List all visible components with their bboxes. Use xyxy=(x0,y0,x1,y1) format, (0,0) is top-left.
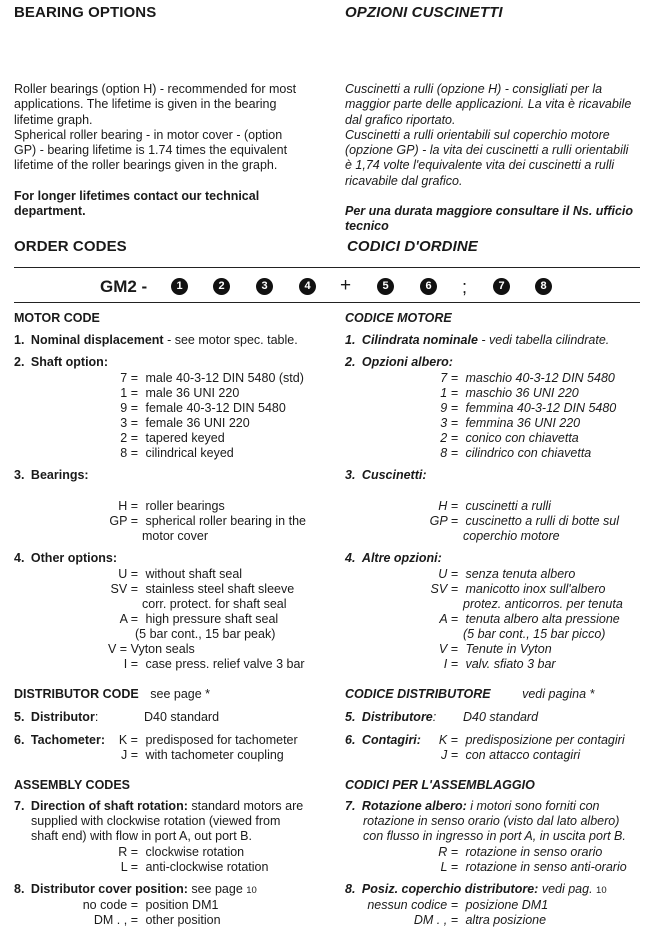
item-number: 4. xyxy=(345,551,356,565)
code-circle-2: 2 xyxy=(213,278,230,295)
text-line: Cuscinetti a rulli orientabili sul coperchio motore xyxy=(345,127,610,142)
other-option-sv xyxy=(100,582,294,597)
code-plus: + xyxy=(340,275,352,296)
item-label: Nominal displacement xyxy=(30,333,164,347)
option-value: manicotto inox sull'albero xyxy=(465,582,606,596)
shaft-option-9 xyxy=(116,401,286,416)
item-label: Bearings: xyxy=(30,468,89,482)
option-key: 1 = xyxy=(440,386,458,400)
item-number: 5. xyxy=(14,710,25,724)
item-number: 7. xyxy=(345,799,356,813)
page-number: 10 xyxy=(596,885,607,896)
option-key: A = xyxy=(119,612,138,626)
item-3 xyxy=(14,468,89,483)
option-value: conico con chiavetta xyxy=(465,431,579,445)
option-key: 3 = xyxy=(120,416,138,430)
other-option-sv-cont: corr. protect. for shaft seal xyxy=(142,597,287,611)
option-value: other position xyxy=(145,913,221,927)
other-option-v xyxy=(420,642,552,657)
option-value: valv. sfiato 3 bar xyxy=(465,657,556,671)
order-code-line xyxy=(0,275,646,299)
item-label: Cuscinetti: xyxy=(361,468,427,482)
text-line: dal grafico riportato. xyxy=(345,112,456,127)
option-key: 7 = xyxy=(120,371,138,385)
item-text: i motori sono forniti con xyxy=(466,799,600,813)
codici-assemblaggio-heading: CODICI PER L'ASSEMBLAGGIO xyxy=(345,778,535,792)
cover-option-none xyxy=(60,898,218,913)
item-label: Distributore xyxy=(361,710,433,724)
option-key: I = xyxy=(443,657,458,671)
shaft-option-2 xyxy=(116,431,225,446)
option-value: femmina 36 UNI 220 xyxy=(465,416,581,430)
option-value: stainless steel shaft sleeve xyxy=(145,582,295,596)
option-key: L = xyxy=(120,860,138,874)
item-number: 3. xyxy=(345,468,356,482)
option-key: GP = xyxy=(429,514,458,528)
option-value: cuscinetto a rulli di botte sul xyxy=(465,514,620,528)
text-line: tecnico xyxy=(345,219,389,234)
order-codes-heading: ORDER CODES xyxy=(14,238,127,255)
item-6 xyxy=(14,733,105,748)
item-label: Direction of shaft rotation: xyxy=(30,799,188,813)
option-value: with tachometer coupling xyxy=(145,748,284,762)
option-key: L = xyxy=(440,860,458,874)
option-key: K = xyxy=(118,733,138,747)
text-line: department. xyxy=(14,204,86,219)
option-key: J = xyxy=(440,748,458,762)
shaft-option-3 xyxy=(116,416,250,431)
item-number: 2. xyxy=(14,355,25,369)
option-key: SV = xyxy=(430,582,458,596)
item-5 xyxy=(14,710,98,725)
option-value: high pressure shaft seal xyxy=(145,612,279,626)
item-4 xyxy=(345,551,442,566)
other-option-a xyxy=(100,612,278,627)
code-circle-7: 7 xyxy=(493,278,510,295)
code-circle-4: 4 xyxy=(299,278,316,295)
option-key: SV = xyxy=(110,582,138,596)
item-number: 8. xyxy=(14,882,25,896)
option-key: GP = xyxy=(109,514,138,528)
item-number: 4. xyxy=(14,551,25,565)
option-key: DM . , = xyxy=(413,913,458,927)
option-key: H = xyxy=(118,499,138,513)
item-text: vedi pag. xyxy=(538,882,597,896)
other-option-a-cont: (5 bar cont., 15 bar picco) xyxy=(463,627,606,641)
item-2 xyxy=(14,355,108,370)
option-key: no code = xyxy=(82,898,138,912)
bearing-option-gp xyxy=(420,514,619,529)
option-key: 8 = xyxy=(440,446,458,460)
distributor-code-heading xyxy=(14,687,210,702)
option-value: clockwise rotation xyxy=(145,845,245,859)
item-number: 8. xyxy=(345,882,356,896)
option-value: cilindrico con chiavetta xyxy=(465,446,592,460)
item-number: 2. xyxy=(345,355,356,369)
option-key: 8 = xyxy=(120,446,138,460)
section-note: see page * xyxy=(150,687,211,701)
tachometer-option-k xyxy=(108,733,298,748)
text-line: GP) - bearing lifetime is 1.74 times the equivalent xyxy=(14,143,288,158)
option-value: predisposizione per contagiri xyxy=(465,733,625,747)
option-value: cuscinetti a rulli xyxy=(465,499,551,513)
item-5 xyxy=(345,710,436,725)
item-label: Contagiri: xyxy=(361,733,421,747)
codici-ordine-heading: CODICI D'ORDINE xyxy=(347,238,478,255)
option-value: case press. relief valve 3 bar xyxy=(145,657,305,671)
section-note: vedi pagina * xyxy=(522,687,595,701)
other-option-u xyxy=(420,567,575,582)
shaft-option-9 xyxy=(436,401,616,416)
option-value: anti-clockwise rotation xyxy=(145,860,269,874)
item-text: - see motor spec. table. xyxy=(163,333,298,347)
item-label: Tachometer: xyxy=(30,733,106,747)
option-key: 2 = xyxy=(440,431,458,445)
option-value: position DM1 xyxy=(145,898,219,912)
item-number: 3. xyxy=(14,468,25,482)
option-value: rotazione in senso orario xyxy=(465,845,603,859)
option-value: predisposed for tachometer xyxy=(145,733,298,747)
text-line: Spherical roller bearing - in motor cover - (option xyxy=(14,127,283,142)
distributor-value: D40 standard xyxy=(463,710,539,724)
item-number: 1. xyxy=(345,333,356,347)
shaft-option-7 xyxy=(436,371,615,386)
text-line: maggior parte delle applicazioni. La vita è ricavabile xyxy=(345,97,632,112)
option-key: 9 = xyxy=(120,401,138,415)
option-value: maschio 40-3-12 DIN 5480 xyxy=(465,371,615,385)
bearing-option-h xyxy=(100,499,225,514)
item-7 xyxy=(14,799,303,814)
text-line: lifetime graph. xyxy=(14,112,93,127)
item-label: Other options: xyxy=(30,551,118,565)
other-option-sv-cont: protez. anticorros. per tenuta xyxy=(463,597,623,611)
section-title: CODICE DISTRIBUTORE xyxy=(345,687,491,701)
text-line: Per una durata maggiore consultare il Ns. ufficio xyxy=(345,204,634,219)
shaft-option-1 xyxy=(116,386,239,401)
item-2 xyxy=(345,355,453,370)
shaft-option-2 xyxy=(436,431,579,446)
text-line: lifetime of the roller bearings given in the graph. xyxy=(14,158,278,173)
rotation-option-r xyxy=(428,845,602,860)
option-value: tapered keyed xyxy=(145,431,225,445)
item-1 xyxy=(345,333,609,348)
code-circle-3: 3 xyxy=(256,278,273,295)
item-3 xyxy=(345,468,427,483)
option-key: 7 = xyxy=(440,371,458,385)
text-line: applications. The lifetime is given in the bearing xyxy=(14,97,277,112)
text-line: For longer lifetimes contact our technical xyxy=(14,188,260,203)
option-value: tenuta albero alta pressione xyxy=(465,612,620,626)
item-label: Distributor xyxy=(30,710,95,724)
other-option-sv xyxy=(420,582,605,597)
item-label: Rotazione albero: xyxy=(361,799,467,813)
codice-distributore-heading xyxy=(345,687,594,702)
item-colon: : xyxy=(94,710,99,724)
cover-option-dm xyxy=(358,913,546,928)
code-circle-6: 6 xyxy=(420,278,437,295)
tachometer-option-j xyxy=(428,748,580,763)
text-line: (opzione GP) - la vita dei cuscinetti a rulli orientabili xyxy=(345,143,629,158)
option-value: Tenute in Vyton xyxy=(465,642,552,656)
opzioni-cuscinetti-heading: OPZIONI CUSCINETTI xyxy=(345,4,503,21)
item-number: 7. xyxy=(14,799,25,813)
item-number: 6. xyxy=(14,733,25,747)
intro-english xyxy=(14,82,324,219)
option-value: spherical roller bearing in the xyxy=(145,514,306,528)
assembly-codes-heading: ASSEMBLY CODES xyxy=(14,778,131,792)
item-7 xyxy=(345,799,600,814)
other-option-v: V = Vyton seals xyxy=(108,642,195,656)
option-key: 3 = xyxy=(440,416,458,430)
item-number: 6. xyxy=(345,733,356,747)
item-7-line-2: supplied with clockwise rotation (viewed from xyxy=(31,814,281,828)
item-7-line-3: con flusso in ingresso in port A, in uscita port B. xyxy=(363,829,626,843)
option-key: K = xyxy=(438,733,458,747)
item-6 xyxy=(345,733,421,748)
option-value: rotazione in senso anti-orario xyxy=(465,860,627,874)
option-key: U = xyxy=(438,567,458,581)
item-4 xyxy=(14,551,117,566)
text-line: ricavabile dal grafico. xyxy=(345,173,463,188)
option-value: con attacco contagiri xyxy=(465,748,581,762)
item-label: Cilindrata nominale xyxy=(361,333,478,347)
option-key: H = xyxy=(438,499,458,513)
codice-motore-heading: CODICE MOTORE xyxy=(345,311,452,325)
rotation-option-l xyxy=(428,860,627,875)
option-value: female 36 UNI 220 xyxy=(145,416,250,430)
option-key: A = xyxy=(439,612,458,626)
other-option-a xyxy=(420,612,620,627)
item-label: Opzioni albero: xyxy=(361,355,453,369)
tachometer-option-j xyxy=(108,748,284,763)
option-value: without shaft seal xyxy=(145,567,243,581)
item-8 xyxy=(345,882,607,898)
item-label: Shaft option: xyxy=(30,355,108,369)
item-number: 5. xyxy=(345,710,356,724)
item-1 xyxy=(14,333,298,348)
option-value: femmina 40-3-12 DIN 5480 xyxy=(465,401,617,415)
cover-option-dm xyxy=(60,913,221,928)
text-line: è 1,74 volte l'equivalente vita dei cuscinetti a rulli xyxy=(345,158,615,173)
shaft-option-7 xyxy=(116,371,304,386)
bearing-option-h xyxy=(420,499,551,514)
item-number: 1. xyxy=(14,333,25,347)
page-number: 10 xyxy=(246,885,257,896)
divider-bottom xyxy=(14,302,640,303)
code-circle-1: 1 xyxy=(171,278,188,295)
option-value: cilindrical keyed xyxy=(145,446,234,460)
item-label: Altre opzioni: xyxy=(361,551,442,565)
item-text: standard motors are xyxy=(187,799,304,813)
section-title: DISTRIBUTOR CODE xyxy=(14,687,139,701)
bearing-option-gp-cont: coperchio motore xyxy=(463,529,560,543)
other-option-i xyxy=(100,657,305,672)
bearing-option-gp-cont: motor cover xyxy=(142,529,208,543)
item-7-line-2: rotazione in senso orario (visto dal lato albero) xyxy=(363,814,620,828)
distributor-value: D40 standard xyxy=(144,710,220,724)
item-text: - vedi tabella cilindrate. xyxy=(477,333,610,347)
code-circle-5: 5 xyxy=(377,278,394,295)
other-option-a-cont: (5 bar cont., 15 bar peak) xyxy=(135,627,276,641)
rotation-option-r xyxy=(108,845,244,860)
rotation-option-l xyxy=(108,860,268,875)
text-line: Cuscinetti a rulli (opzione H) - consigliati per la xyxy=(345,82,603,96)
cover-option-none xyxy=(358,898,548,913)
option-key: 1 = xyxy=(120,386,138,400)
option-value: male 40-3-12 DIN 5480 (std) xyxy=(145,371,304,385)
option-key: V = xyxy=(438,642,458,656)
option-value: altra posizione xyxy=(465,913,547,927)
divider-top xyxy=(14,267,640,268)
option-key: I = xyxy=(123,657,138,671)
option-key: R = xyxy=(438,845,458,859)
other-option-u xyxy=(100,567,242,582)
option-value: maschio 36 UNI 220 xyxy=(465,386,579,400)
option-key: U = xyxy=(118,567,138,581)
code-prefix: GM2 - xyxy=(100,277,148,296)
option-key: 2 = xyxy=(120,431,138,445)
item-text: see page xyxy=(187,882,247,896)
shaft-option-8 xyxy=(116,446,234,461)
item-colon: : xyxy=(432,710,437,724)
text-line: Roller bearings (option H) - recommended for most xyxy=(14,82,297,96)
shaft-option-8 xyxy=(436,446,591,461)
option-value: male 36 UNI 220 xyxy=(145,386,240,400)
shaft-option-1 xyxy=(436,386,579,401)
option-value: female 40-3-12 DIN 5480 xyxy=(145,401,286,415)
item-label: Distributor cover position: xyxy=(30,882,188,896)
option-value: senza tenuta albero xyxy=(465,567,576,581)
item-8 xyxy=(14,882,257,898)
bearing-options-heading: BEARING OPTIONS xyxy=(14,4,157,21)
option-key: J = xyxy=(120,748,138,762)
shaft-option-3 xyxy=(436,416,580,431)
intro-italian xyxy=(345,82,646,235)
option-key: R = xyxy=(118,845,138,859)
motor-code-heading: MOTOR CODE xyxy=(14,311,100,325)
option-value: posizione DM1 xyxy=(465,898,549,912)
option-key: 9 = xyxy=(440,401,458,415)
tachometer-option-k xyxy=(428,733,625,748)
option-key: DM . , = xyxy=(93,913,138,927)
item-7-line-3: shaft end) with flow in port A, out port B. xyxy=(31,829,252,843)
code-circle-8: 8 xyxy=(535,278,552,295)
option-key: nessun codice = xyxy=(367,898,458,912)
other-option-i xyxy=(420,657,556,672)
code-semicolon: ; xyxy=(462,277,468,297)
bearing-option-gp xyxy=(100,514,306,529)
option-value: roller bearings xyxy=(145,499,225,513)
item-label: Posiz. coperchio distributore: xyxy=(361,882,539,896)
